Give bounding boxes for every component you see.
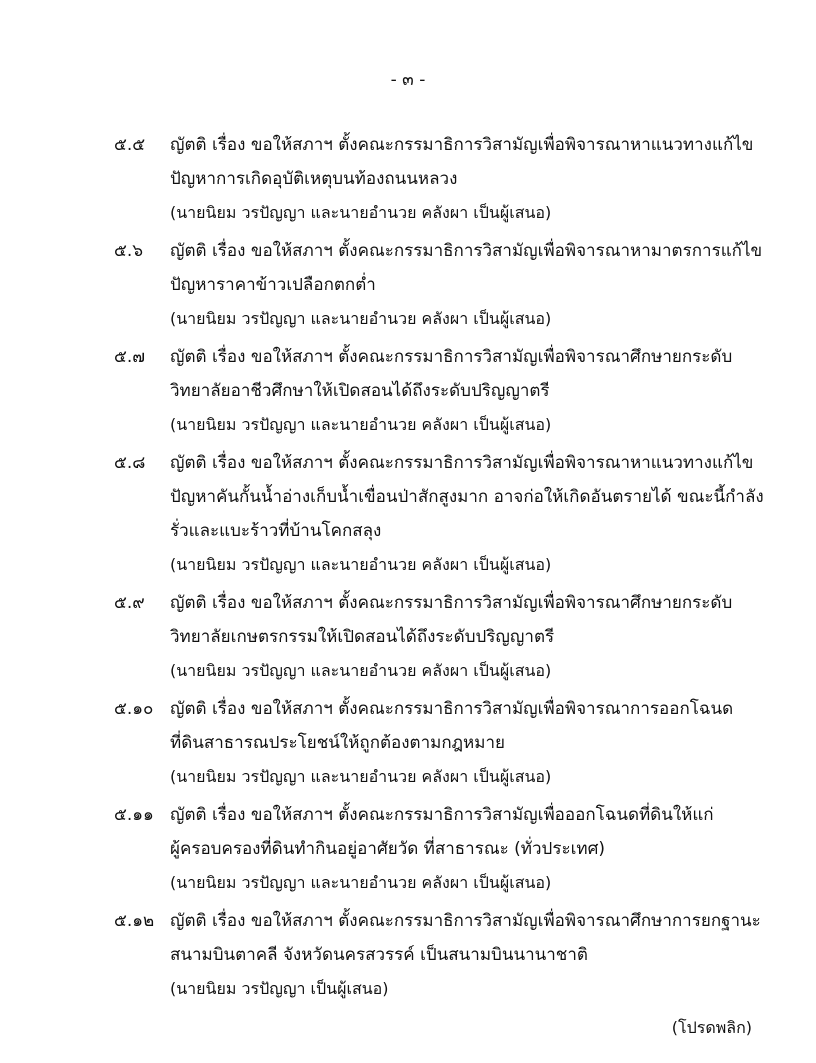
item-body (170, 586, 770, 688)
item-body (170, 128, 770, 230)
agenda-item (0, 340, 816, 442)
item-text-line: ญัตติ เรื่อง ขอให้สภาฯ ตั้งคณะกรรมาธิการวิสามัญเพื่อพิจารณาศึกษายกระดับ (170, 347, 733, 367)
agenda-item (0, 128, 816, 230)
item-number: ๕.๕ (114, 135, 146, 155)
item-proposer: (นายนิยม วรปัญญา และนายอำนวย คลังผา เป็นผู้เสนอ) (170, 767, 552, 786)
item-text-line: ญัตติ เรื่อง ขอให้สภาฯ ตั้งคณะกรรมาธิการวิสามัญเพื่อพิจารณาหาแนวทางแก้ไข (170, 135, 754, 155)
item-text-line: ญัตติ เรื่อง ขอให้สภาฯ ตั้งคณะกรรมาธิการวิสามัญเพื่อพิจารณาหามาตรการแก้ไข (170, 241, 763, 261)
item-proposer: (นายนิยม วรปัญญา และนายอำนวย คลังผา เป็นผู้เสนอ) (170, 661, 552, 680)
item-text-line: ปัญหาคันกั้นน้ำอ่างเก็บน้ำเขื่อนป่าสักสูงมาก อาจก่อให้เกิดอันตรายได้ ขณะนี้กำลัง (170, 487, 764, 507)
item-text-line: ญัตติ เรื่อง ขอให้สภาฯ ตั้งคณะกรรมาธิการวิสามัญเพื่อพิจารณาการออกโฉนด (170, 699, 734, 719)
item-text-line: ที่ดินสาธารณประโยชน์ให้ถูกต้องตามกฎหมาย (170, 733, 505, 753)
item-proposer: (นายนิยม วรปัญญา และนายอำนวย คลังผา เป็นผู้เสนอ) (170, 555, 552, 574)
agenda-item (0, 586, 816, 688)
item-text-line: รั่วและแบะร้าวที่บ้านโคกสลุง (170, 521, 382, 541)
agenda-item (0, 798, 816, 900)
item-number: ๕.๑๑ (114, 805, 154, 825)
item-number: ๕.๑๐ (114, 699, 154, 719)
item-text-line: วิทยาลัยเกษตรกรรมให้เปิดสอนได้ถึงระดับปริญญาตรี (170, 627, 555, 647)
item-text-line: ญัตติ เรื่อง ขอให้สภาฯ ตั้งคณะกรรมาธิการวิสามัญเพื่อออกโฉนดที่ดินให้แก่ (170, 805, 714, 825)
agenda-item (0, 446, 816, 582)
item-proposer: (นายนิยม วรปัญญา และนายอำนวย คลังผา เป็นผู้เสนอ) (170, 309, 552, 328)
item-number: ๕.๙ (114, 593, 145, 613)
item-number: ๕.๗ (114, 347, 146, 367)
item-proposer: (นายนิยม วรปัญญา และนายอำนวย คลังผา เป็นผู้เสนอ) (170, 415, 552, 434)
item-body (170, 904, 770, 1006)
item-number: ๕.๑๒ (114, 911, 155, 931)
item-body (170, 798, 770, 900)
item-proposer: (นายนิยม วรปัญญา และนายอำนวย คลังผา เป็นผู้เสนอ) (170, 873, 552, 892)
agenda-item (0, 692, 816, 794)
item-text-line: ผู้ครอบครองที่ดินทำกินอยู่อาศัยวัด ที่สาธารณะ (ทั่วประเทศ) (170, 839, 606, 859)
item-body (170, 234, 770, 336)
item-text-line: ปัญหาราคาข้าวเปลือกตกต่ำ (170, 275, 376, 295)
item-text-line: วิทยาลัยอาชีวศึกษาให้เปิดสอนได้ถึงระดับปริญญาตรี (170, 381, 550, 401)
item-text-line: ญัตติ เรื่อง ขอให้สภาฯ ตั้งคณะกรรมาธิการวิสามัญเพื่อพิจารณาศึกษาการยกฐานะ (170, 911, 761, 931)
item-text-line: ปัญหาการเกิดอุบัติเหตุบนท้องถนนหลวง (170, 169, 458, 189)
item-body (170, 692, 770, 794)
item-proposer: (นายนิยม วรปัญญา เป็นผู้เสนอ) (170, 979, 389, 998)
page-turn-note: (โปรดพลิก) (671, 1018, 752, 1037)
agenda-list (0, 128, 816, 1010)
item-proposer: (นายนิยม วรปัญญา และนายอำนวย คลังผา เป็นผู้เสนอ) (170, 203, 552, 222)
item-text-line: ญัตติ เรื่อง ขอให้สภาฯ ตั้งคณะกรรมาธิการวิสามัญเพื่อพิจารณาศึกษายกระดับ (170, 593, 733, 613)
item-text-line: สนามบินตาคลี จังหวัดนครสวรรค์ เป็นสนามบินนานาชาติ (170, 945, 588, 965)
page-number: - ๓ - (390, 70, 426, 90)
item-text-line: ญัตติ เรื่อง ขอให้สภาฯ ตั้งคณะกรรมาธิการวิสามัญเพื่อพิจารณาหาแนวทางแก้ไข (170, 453, 754, 473)
item-number: ๕.๘ (114, 453, 146, 473)
agenda-item (0, 904, 816, 1006)
item-body (170, 340, 770, 442)
item-number: ๕.๖ (114, 241, 144, 261)
agenda-item (0, 234, 816, 336)
item-body (170, 446, 770, 582)
